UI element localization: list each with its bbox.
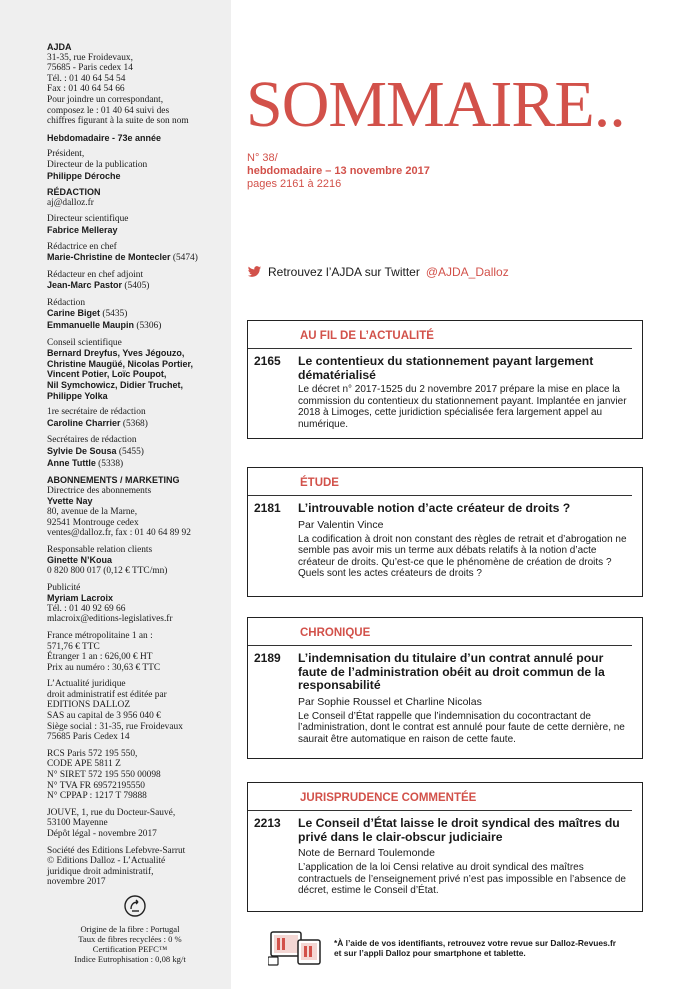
toc-section-box bbox=[247, 467, 643, 597]
person-name: Fabrice Melleray bbox=[47, 224, 118, 235]
registry-line: RCS Paris 572 195 550, bbox=[47, 748, 138, 759]
toc-entry[interactable] bbox=[248, 349, 642, 438]
role: Publicité bbox=[47, 582, 81, 593]
email: aj@dalloz.fr bbox=[47, 197, 94, 208]
publisher-line: L’Actualité juridique bbox=[47, 679, 126, 690]
council-line: Christine Maugüé, Nicolas Portier, bbox=[47, 358, 194, 369]
publisher-block bbox=[47, 679, 223, 743]
article-summary: La codification à droit non constant des règles de retrait et d’abrogation ne semble pas avoir mis un terme aux débats relatifs à la notion d’acte créateur de droits. Qu’est-ce que le phénomène de création de droits ? Quels sont les actes créateurs de droits ? bbox=[298, 533, 627, 580]
council-line: Bernard Dreyfus, Yves Jégouzo, bbox=[47, 348, 185, 359]
org-address-line: Fax : 01 40 64 54 66 bbox=[47, 84, 125, 95]
copyright-block bbox=[47, 846, 223, 888]
org-address-line: 75685 - Paris cedex 14 bbox=[47, 63, 133, 74]
person-name: Sylvie De Sousa bbox=[47, 446, 117, 456]
paper-line: Certification PEFC™ bbox=[92, 943, 168, 954]
paper-line: Indice Eutrophisation : 0,08 kg/t bbox=[74, 953, 186, 964]
publisher-line: EDITIONS DALLOZ bbox=[47, 700, 131, 711]
masthead-column bbox=[0, 0, 231, 989]
address-line: ventes@dalloz.fr, fax : 01 40 64 89 92 bbox=[47, 528, 191, 539]
toc-entry[interactable] bbox=[248, 496, 642, 588]
printer-line: 53100 Mayenne bbox=[47, 818, 108, 829]
role: Rédaction bbox=[47, 297, 86, 308]
address-line: 92541 Montrouge cedex bbox=[47, 517, 139, 528]
registry-line: N° CPPAP : 1217 T 79888 bbox=[47, 791, 147, 802]
printer-line: Dépôt légal - novembre 2017 bbox=[47, 829, 157, 839]
devices-icon bbox=[268, 930, 324, 966]
council-line: Nil Symchowicz, Didier Truchet, bbox=[47, 380, 184, 391]
paper-info bbox=[47, 924, 223, 964]
section-header: ABONNEMENTS / MARKETING bbox=[47, 475, 180, 486]
toc-section-box bbox=[247, 617, 643, 759]
contact-line: mlacroix@editions-legislatives.fr bbox=[47, 614, 173, 625]
extension: (5368) bbox=[122, 418, 148, 429]
page-number: 2189 bbox=[254, 651, 281, 665]
person-name: Emmanuelle Maupin bbox=[47, 320, 135, 331]
page-title: SOMMAIRE.. bbox=[246, 68, 625, 141]
extension: (5435) bbox=[102, 309, 128, 320]
twitter-promo bbox=[247, 265, 509, 279]
copyright-line: juridique droit administratif, bbox=[47, 866, 154, 877]
publisher-line: 75685 Paris Cedex 14 bbox=[47, 732, 130, 743]
redaction-block bbox=[47, 187, 223, 208]
org-address-line: Pour joindre un correspondant, bbox=[47, 94, 164, 105]
article-title: Le contentieux du stationnement payant largement dématérialisé bbox=[298, 354, 594, 382]
issue-pages: pages 2161 à 2216 bbox=[247, 178, 342, 190]
page-number: 2165 bbox=[254, 354, 281, 368]
extension: (5405) bbox=[124, 281, 150, 292]
printer-line: JOUVE, 1, rue du Docteur-Sauvé, bbox=[47, 807, 176, 818]
org-name: AJDA bbox=[47, 42, 72, 52]
role: Rédacteur en chef adjoint bbox=[47, 269, 144, 280]
extension: (5338) bbox=[98, 458, 124, 469]
role: Responsable relation clients bbox=[47, 544, 153, 555]
role: Rédactrice en chef bbox=[47, 241, 117, 252]
footer-note bbox=[268, 930, 688, 966]
person-name: Philippe Déroche bbox=[47, 170, 121, 181]
person-name: Carine Biget bbox=[47, 308, 101, 319]
org-address-line: chiffres figurant à la suite de son nom bbox=[47, 116, 189, 127]
copyright-line: novembre 2017 bbox=[47, 877, 106, 888]
recycle-icon bbox=[124, 894, 146, 918]
issue-date: hebdomadaire – 13 novembre 2017 bbox=[247, 165, 430, 177]
role: Directeur scientifique bbox=[47, 214, 129, 225]
issue-info bbox=[247, 152, 430, 191]
extension: (5455) bbox=[118, 447, 144, 457]
org-block bbox=[47, 42, 223, 127]
toc-entry[interactable] bbox=[248, 646, 642, 753]
publisher-line: Siège social : 31-35, rue Froidevaux bbox=[47, 721, 183, 732]
section-heading: JURISPRUDENCE COMMENTÉE bbox=[248, 783, 632, 811]
publisher-line: SAS au capital de 3 956 040 € bbox=[47, 711, 161, 722]
person-name: Myriam Lacroix bbox=[47, 593, 114, 604]
paper-line: Origine de la fibre : Portugal bbox=[80, 923, 180, 934]
page-number: 2213 bbox=[254, 816, 281, 830]
role: Conseil scientifique bbox=[47, 337, 122, 348]
registry-line: N° SIRET 572 195 550 00098 bbox=[47, 770, 161, 781]
price-line: France métropolitaine 1 an : bbox=[47, 630, 153, 641]
contact-line: Tél. : 01 40 92 69 66 bbox=[47, 603, 126, 614]
address-line: 80, avenue de la Marne, bbox=[47, 506, 138, 517]
article-author: Note de Bernard Toulemonde bbox=[298, 847, 435, 859]
org-address-line: composez le : 01 40 64 suivi des bbox=[47, 105, 170, 116]
article-summary: Le décret n° 2017-1525 du 2 novembre 2017 prépare la mise en place la commission du contentieux du stationnement payant. Implantée en janvier 2018 à Limoges, cette juridiction spécialisée fera largement appel au numérique. bbox=[298, 384, 627, 430]
person-name: Ginette N’Koua bbox=[47, 555, 113, 566]
twitter-handle[interactable]: @AJDA_Dalloz bbox=[425, 265, 509, 279]
article-summary: L’application de la loi Censi relative au droit syndical des maîtres contractuels de l’enseignement privé n’est pas impossible en l’absence de décret, estime le Conseil d’État. bbox=[298, 862, 626, 897]
role: Directeur de la publication bbox=[47, 159, 148, 170]
section-heading: ÉTUDE bbox=[248, 468, 632, 496]
council-line: Vincent Potier, Loïc Poupot, bbox=[47, 369, 167, 380]
registry-line: N° TVA FR 69572195550 bbox=[47, 780, 145, 791]
person-name: Caroline Charrier bbox=[47, 417, 121, 428]
prices-block bbox=[47, 631, 223, 673]
price-line: Prix au numéro : 30,63 € TTC bbox=[47, 662, 161, 673]
article-author: Par Valentin Vince bbox=[298, 518, 384, 531]
person-name: Jean-Marc Pastor bbox=[47, 280, 123, 291]
org-address-line: 31-35, rue Froidevaux, bbox=[47, 52, 133, 63]
president-block bbox=[47, 149, 223, 181]
section-heading: AU FIL DE L’ACTUALITÉ bbox=[248, 321, 632, 349]
footer-line: et sur l’appli Dalloz pour smartphone et tablette. bbox=[334, 948, 526, 958]
article-title: L’introuvable notion d’acte créateur de droits ? bbox=[298, 501, 571, 515]
article-author: Par Sophie Roussel et Charline Nicolas bbox=[298, 695, 482, 708]
registry-line: CODE APE 5811 Z bbox=[47, 759, 121, 770]
org-address-line: Tél. : 01 40 64 54 54 bbox=[47, 73, 126, 84]
price-line: 571,76 € TTC bbox=[47, 641, 100, 652]
section-header: RÉDACTION bbox=[47, 187, 101, 198]
printer-block bbox=[47, 808, 223, 840]
twitter-icon bbox=[247, 266, 262, 278]
role: Directrice des abonnements bbox=[47, 485, 152, 496]
role: Président, bbox=[47, 149, 85, 160]
article-title: L’indemnisation du titulaire d’un contrat annulé pour faute de l’administration obéit au droit commun de la responsabilité bbox=[298, 651, 605, 692]
extension: (5306) bbox=[136, 321, 162, 332]
footer-line: *À l’aide de vos identifiants, retrouvez votre revue sur Dalloz-Revues.fr bbox=[334, 937, 617, 948]
phone: 0 820 800 017 (0,12 € TTC/mn) bbox=[47, 565, 168, 576]
person-name: Yvette Nay bbox=[47, 496, 93, 507]
role: Secrétaires de rédaction bbox=[47, 435, 137, 446]
toc-section-box bbox=[247, 782, 643, 912]
toc-section-box bbox=[247, 320, 643, 439]
person-name: Marie-Christine de Montecler bbox=[47, 252, 171, 263]
article-summary: Le Conseil d’État rappelle que l’indemnisation du cocontractant de l’administration, dont le contrat est annulé pour faute de cette dernière, ne saurait être automatique en raison de cette faute. bbox=[298, 710, 625, 745]
frequency: Hebdomadaire - 73e année bbox=[47, 132, 162, 143]
twitter-text: Retrouvez l’AJDA sur Twitter bbox=[268, 265, 420, 279]
publisher-line: droit administratif est éditée par bbox=[47, 689, 167, 700]
article-title: Le Conseil d’État laisse le droit syndical des maîtres du privé dans le clair-obscur judiciaire bbox=[298, 816, 620, 844]
council-line: Philippe Yolka bbox=[47, 390, 108, 401]
price-line: Étranger 1 an : 626,00 € HT bbox=[47, 652, 153, 663]
page-number: 2181 bbox=[254, 501, 281, 515]
role: 1re secrétaire de rédaction bbox=[47, 407, 146, 418]
registry-block bbox=[47, 749, 223, 802]
copyright-line: © Editions Dalloz - L’Actualité bbox=[47, 856, 166, 867]
paper-line: Taux de fibres recyclées : 0 % bbox=[78, 933, 182, 944]
toc-entry[interactable] bbox=[248, 811, 642, 905]
section-heading: CHRONIQUE bbox=[248, 618, 632, 646]
issue-number: N° 38/ bbox=[247, 152, 278, 164]
copyright-line: Société des Editions Lefebvre-Sarrut bbox=[47, 845, 186, 856]
person-name: Anne Tuttle bbox=[47, 457, 96, 468]
extension: (5474) bbox=[172, 253, 198, 264]
